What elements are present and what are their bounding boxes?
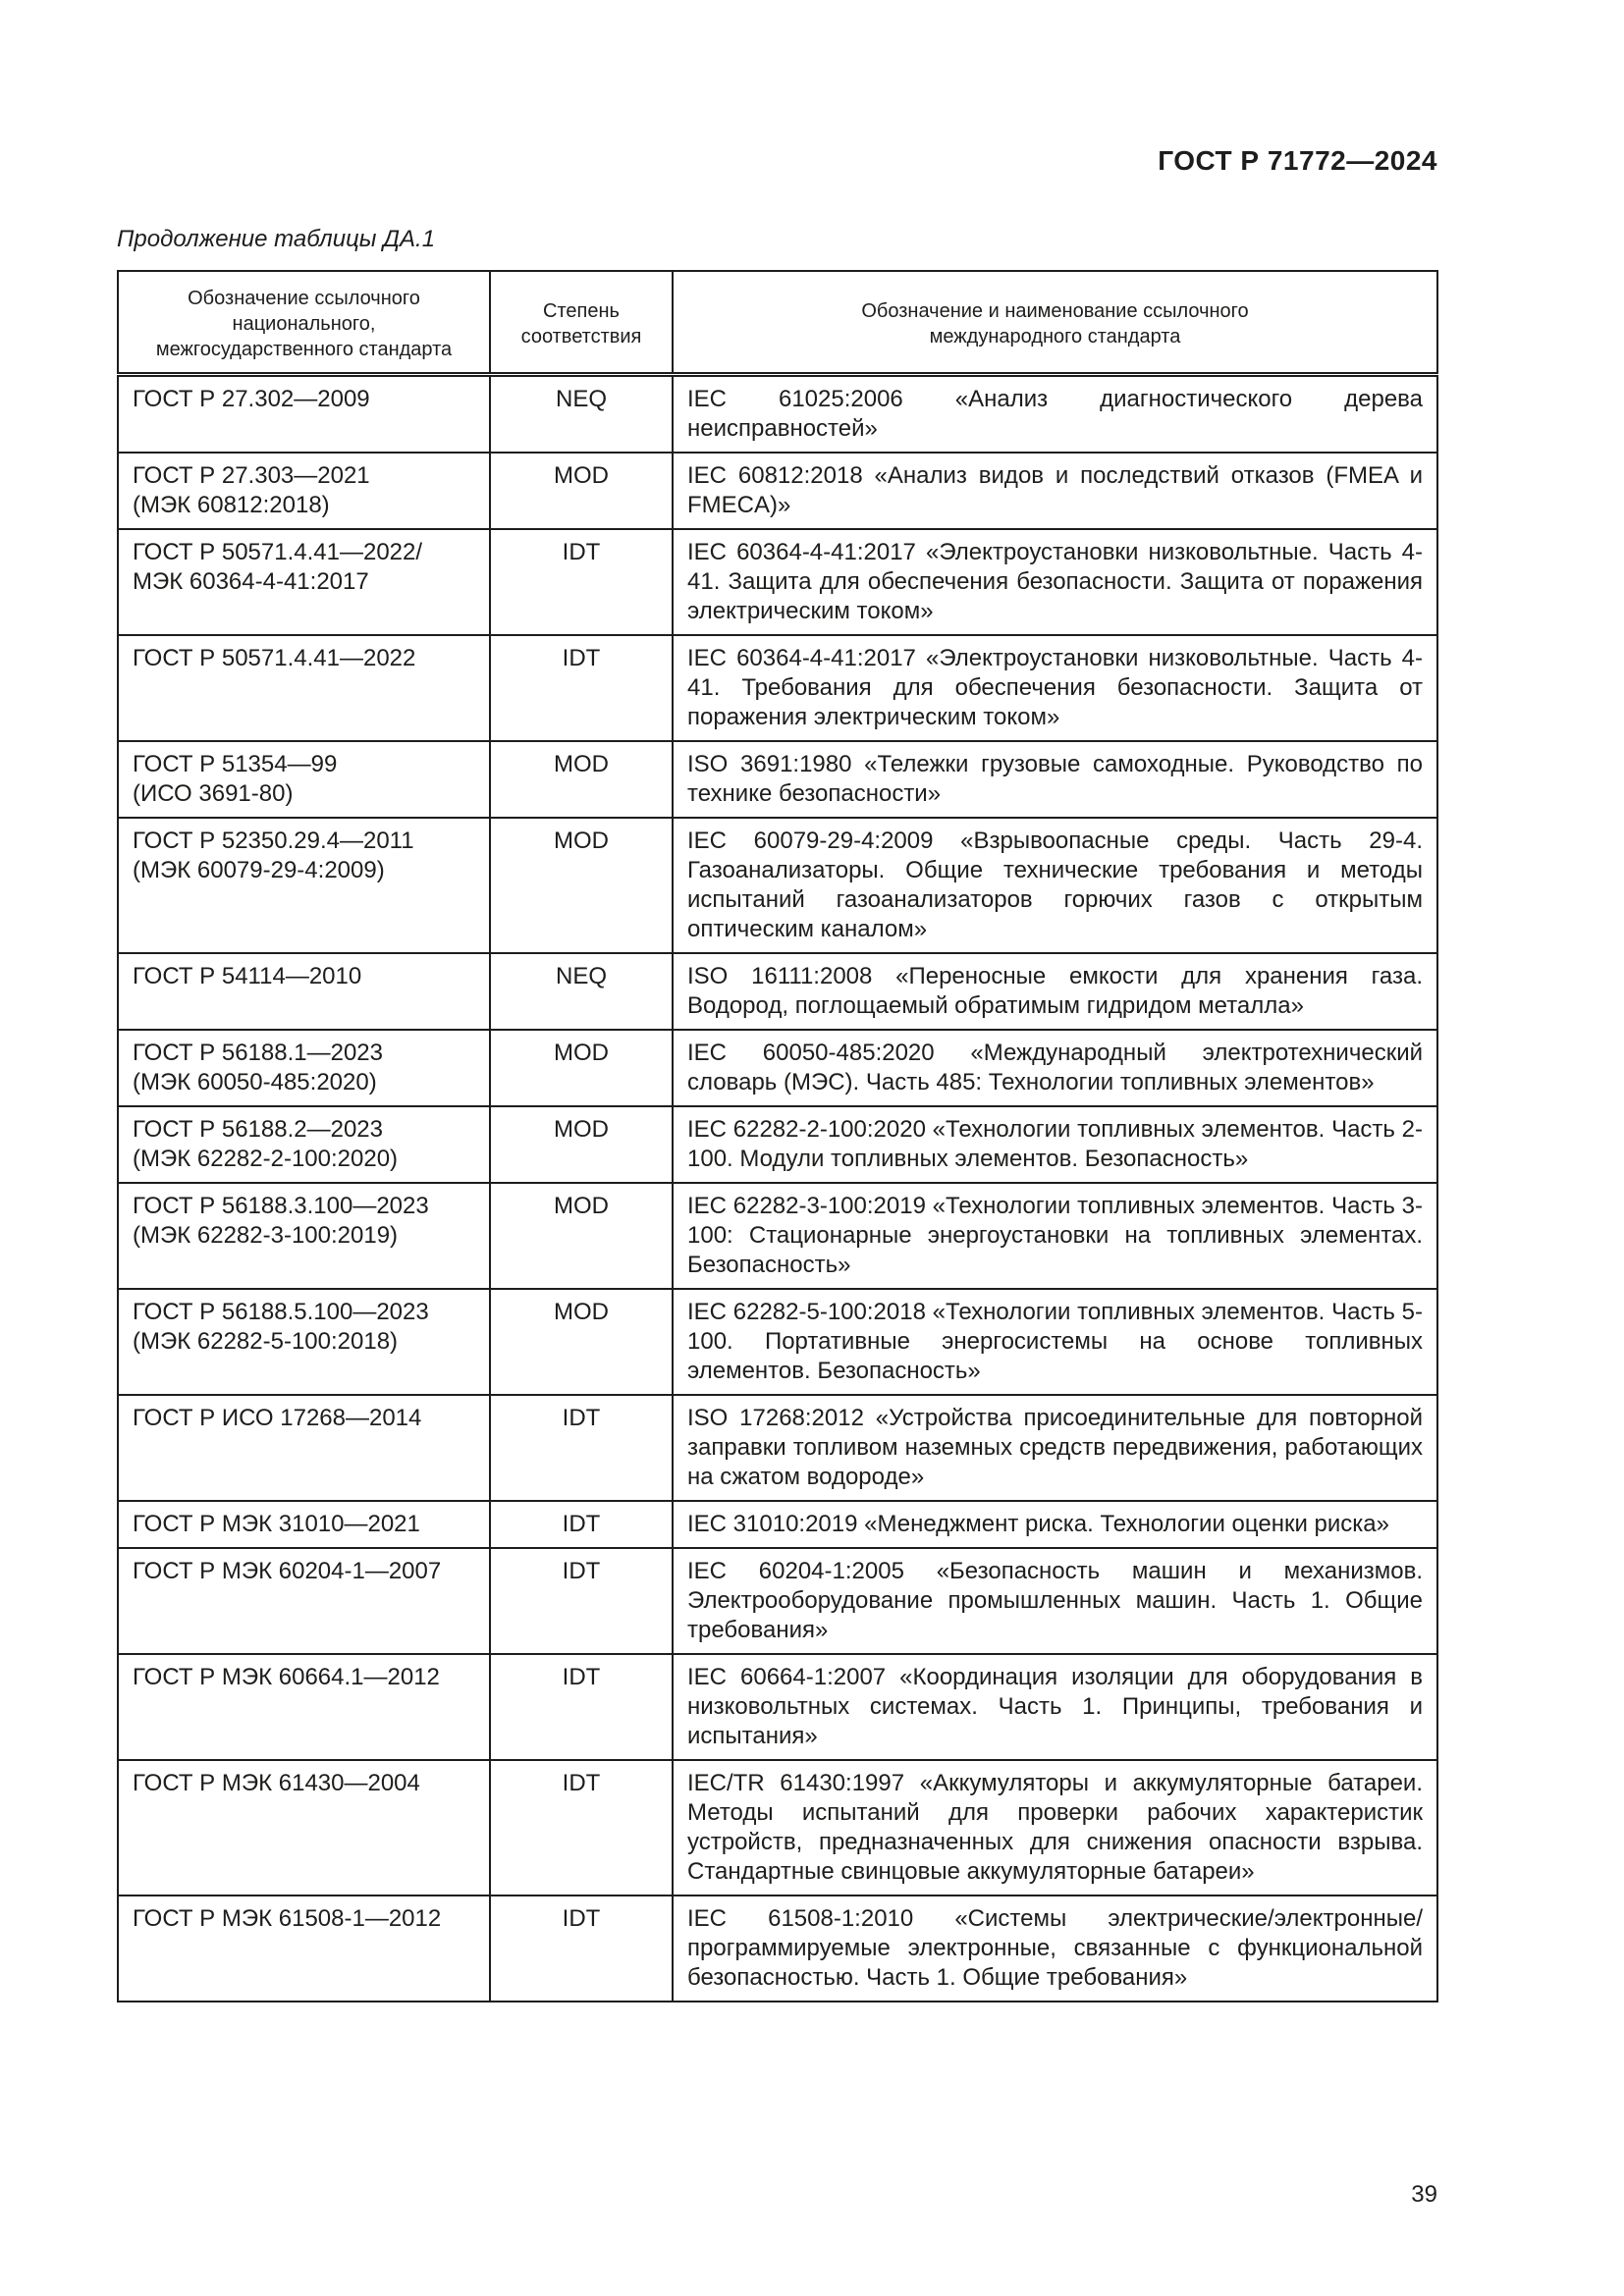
national-standard-cell — [118, 1183, 490, 1289]
table-caption: Продолжение таблицы ДА.1 — [117, 226, 436, 252]
national-standard-line: (МЭК 60079-29-4:2009) — [133, 857, 385, 883]
degree-cell: MOD — [490, 1289, 673, 1395]
national-standard-cell — [118, 741, 490, 818]
national-standard-line: (МЭК 62282-5-100:2018) — [133, 1328, 399, 1355]
international-standard-cell: IEC 60364-4-41:2017 «Электроустановки низковольтные. Часть 4-41. Требования для обеспечения безопасности. Защита от поражения электрическим током» — [673, 635, 1437, 741]
table-row — [118, 1395, 1437, 1501]
national-standard-line: ГОСТ Р МЭК 60664.1—2012 — [133, 1664, 440, 1690]
degree-cell: IDT — [490, 529, 673, 635]
table-row — [118, 818, 1437, 953]
national-standard-line: ГОСТ Р 52350.29.4—2011 — [133, 828, 414, 854]
header-line: межгосударственного стандарта — [155, 339, 453, 360]
degree-cell: IDT — [490, 1760, 673, 1896]
degree-cell: IDT — [490, 1548, 673, 1654]
national-standard-line: ГОСТ Р МЭК 61508-1—2012 — [133, 1905, 442, 1932]
degree-cell: MOD — [490, 1106, 673, 1183]
international-standard-cell: IEC 60050-485:2020 «Международный электротехнический словарь (МЭС). Часть 485: Технологии топливных элементов» — [673, 1030, 1437, 1106]
table-row — [118, 1654, 1437, 1760]
national-standard-line: ГОСТ Р 56188.3.100—2023 — [133, 1193, 429, 1219]
national-standard-line: ГОСТ Р 56188.1—2023 — [133, 1040, 383, 1066]
degree-cell: IDT — [490, 1654, 673, 1760]
degree-cell: MOD — [490, 453, 673, 529]
national-standard-line: ГОСТ Р МЭК 31010—2021 — [133, 1511, 420, 1537]
table-row — [118, 1183, 1437, 1289]
national-standard-line: (МЭК 62282-2-100:2020) — [133, 1146, 399, 1172]
national-standard-cell — [118, 453, 490, 529]
national-standard-line: ГОСТ Р МЭК 60204-1—2007 — [133, 1558, 442, 1584]
national-standard-cell — [118, 1896, 490, 2002]
international-standard-cell: IEC 60664-1:2007 «Координация изоляции для оборудования в низковольтных системах. Часть 1. Принципы, требования и испытания» — [673, 1654, 1437, 1760]
international-standard-cell: IEC 61025:2006 «Анализ диагностического дерева неисправностей» — [673, 375, 1437, 454]
reference-standards-table — [117, 270, 1438, 2002]
national-standard-cell — [118, 1395, 490, 1501]
national-standard-line: (МЭК 62282-3-100:2019) — [133, 1222, 399, 1249]
reference-standards-table-wrapper — [117, 270, 1436, 2002]
international-standard-cell: ISO 3691:1980 «Тележки грузовые самоходные. Руководство по технике безопасности» — [673, 741, 1437, 818]
table-header-row — [118, 271, 1437, 375]
degree-cell: MOD — [490, 741, 673, 818]
national-standard-line: ГОСТ Р ИСО 17268—2014 — [133, 1405, 422, 1431]
national-standard-line: МЭК 60364-4-41:2017 — [133, 568, 369, 595]
degree-cell: MOD — [490, 818, 673, 953]
table-row — [118, 741, 1437, 818]
table-row — [118, 529, 1437, 635]
degree-cell: MOD — [490, 1183, 673, 1289]
international-standard-cell: IEC 62282-2-100:2020 «Технологии топливных элементов. Часть 2-100. Модули топливных элементов. Безопасность» — [673, 1106, 1437, 1183]
header-line: соответствия — [520, 326, 642, 347]
degree-cell: NEQ — [490, 375, 673, 454]
table-row — [118, 375, 1437, 454]
national-standard-line: ГОСТ Р 27.303—2021 — [133, 462, 370, 489]
national-standard-line: (ИСО 3691-80) — [133, 780, 294, 807]
degree-cell: IDT — [490, 1501, 673, 1548]
header-line: международного стандарта — [929, 326, 1181, 347]
international-standard-cell: IEC 60079-29-4:2009 «Взрывоопасные среды. Часть 29-4. Газоанализаторы. Общие технические требования и методы испытаний газоанализаторов горючих газов с открытым оптическим каналом» — [673, 818, 1437, 953]
international-standard-cell: ISO 17268:2012 «Устройства присоединительные для повторной заправки топливом наземных средств передвижения, работающих на сжатом водороде» — [673, 1395, 1437, 1501]
column-header-national-standard — [118, 271, 490, 375]
national-standard-line: ГОСТ Р 56188.2—2023 — [133, 1116, 383, 1143]
national-standard-cell — [118, 1501, 490, 1548]
national-standard-cell — [118, 1654, 490, 1760]
table-row — [118, 1896, 1437, 2002]
international-standard-cell: IEC 62282-3-100:2019 «Технологии топливных элементов. Часть 3-100: Стационарные энергоустановки на топливных элементах. Безопасность» — [673, 1183, 1437, 1289]
international-standard-cell: IEC 60204-1:2005 «Безопасность машин и механизмов. Электрооборудование промышленных машин. Часть 1. Общие требования» — [673, 1548, 1437, 1654]
degree-cell: MOD — [490, 1030, 673, 1106]
national-standard-cell — [118, 818, 490, 953]
degree-cell: IDT — [490, 1395, 673, 1501]
national-standard-line: ГОСТ Р 54114—2010 — [133, 963, 362, 989]
national-standard-cell — [118, 1289, 490, 1395]
national-standard-cell — [118, 375, 490, 454]
national-standard-line: (МЭК 60050-485:2020) — [133, 1069, 377, 1095]
table-row — [118, 635, 1437, 741]
national-standard-cell — [118, 635, 490, 741]
national-standard-cell — [118, 953, 490, 1030]
international-standard-cell: IEC 61508-1:2010 «Системы электрические/электронные/программируемые электронные, связанные с функциональной безопасностью. Часть 1. Общие требования» — [673, 1896, 1437, 2002]
international-standard-cell: IEC 62282-5-100:2018 «Технологии топливных элементов. Часть 5-100. Портативные энергосистемы на основе топливных элементов. Безопасность» — [673, 1289, 1437, 1395]
column-header-degree — [490, 271, 673, 375]
national-standard-line: ГОСТ Р 56188.5.100—2023 — [133, 1299, 429, 1325]
column-header-international-standard — [673, 271, 1437, 375]
international-standard-cell: IEC 31010:2019 «Менеджмент риска. Технологии оценки риска» — [673, 1501, 1437, 1548]
table-body — [118, 375, 1437, 2002]
national-standard-line: ГОСТ Р 50571.4.41—2022 — [133, 645, 416, 671]
table-row — [118, 1501, 1437, 1548]
national-standard-cell — [118, 1548, 490, 1654]
national-standard-cell — [118, 1760, 490, 1896]
national-standard-line: ГОСТ Р 27.302—2009 — [133, 386, 370, 412]
table-row — [118, 1106, 1437, 1183]
national-standard-cell — [118, 1030, 490, 1106]
national-standard-line: ГОСТ Р 50571.4.41—2022/ — [133, 539, 423, 565]
document-code: ГОСТ Р 71772—2024 — [1158, 145, 1437, 176]
international-standard-cell: IEC 60364-4-41:2017 «Электроустановки низковольтные. Часть 4-41. Защита для обеспечения безопасности. Защита от поражения электрическим током» — [673, 529, 1437, 635]
header-line: Степень — [543, 300, 620, 322]
degree-cell: IDT — [490, 635, 673, 741]
table-row — [118, 1760, 1437, 1896]
table-row — [118, 1030, 1437, 1106]
header-line: национального, — [232, 313, 376, 335]
page-number: 39 — [1411, 2181, 1437, 2208]
national-standard-cell — [118, 1106, 490, 1183]
degree-cell: IDT — [490, 1896, 673, 2002]
table-row — [118, 953, 1437, 1030]
table-row — [118, 1548, 1437, 1654]
table-row — [118, 453, 1437, 529]
international-standard-cell: ISO 16111:2008 «Переносные емкости для хранения газа. Водород, поглощаемый обратимым гидридом металла» — [673, 953, 1437, 1030]
header-line: Обозначение и наименование ссылочного — [861, 300, 1249, 322]
international-standard-cell: IEC 60812:2018 «Анализ видов и последствий отказов (FMEA и FMECA)» — [673, 453, 1437, 529]
national-standard-line: ГОСТ Р 51354—99 — [133, 751, 338, 777]
degree-cell: NEQ — [490, 953, 673, 1030]
table-row — [118, 1289, 1437, 1395]
international-standard-cell: IEC/TR 61430:1997 «Аккумуляторы и аккумуляторные батареи. Методы испытаний для проверки рабочих характеристик устройств, предназначенных для снижения опасности взрыва. Стандартные свинцовые аккумуляторные батареи» — [673, 1760, 1437, 1896]
national-standard-cell — [118, 529, 490, 635]
national-standard-line: (МЭК 60812:2018) — [133, 492, 330, 518]
header-line: Обозначение ссылочного — [188, 288, 420, 309]
national-standard-line: ГОСТ Р МЭК 61430—2004 — [133, 1770, 420, 1796]
